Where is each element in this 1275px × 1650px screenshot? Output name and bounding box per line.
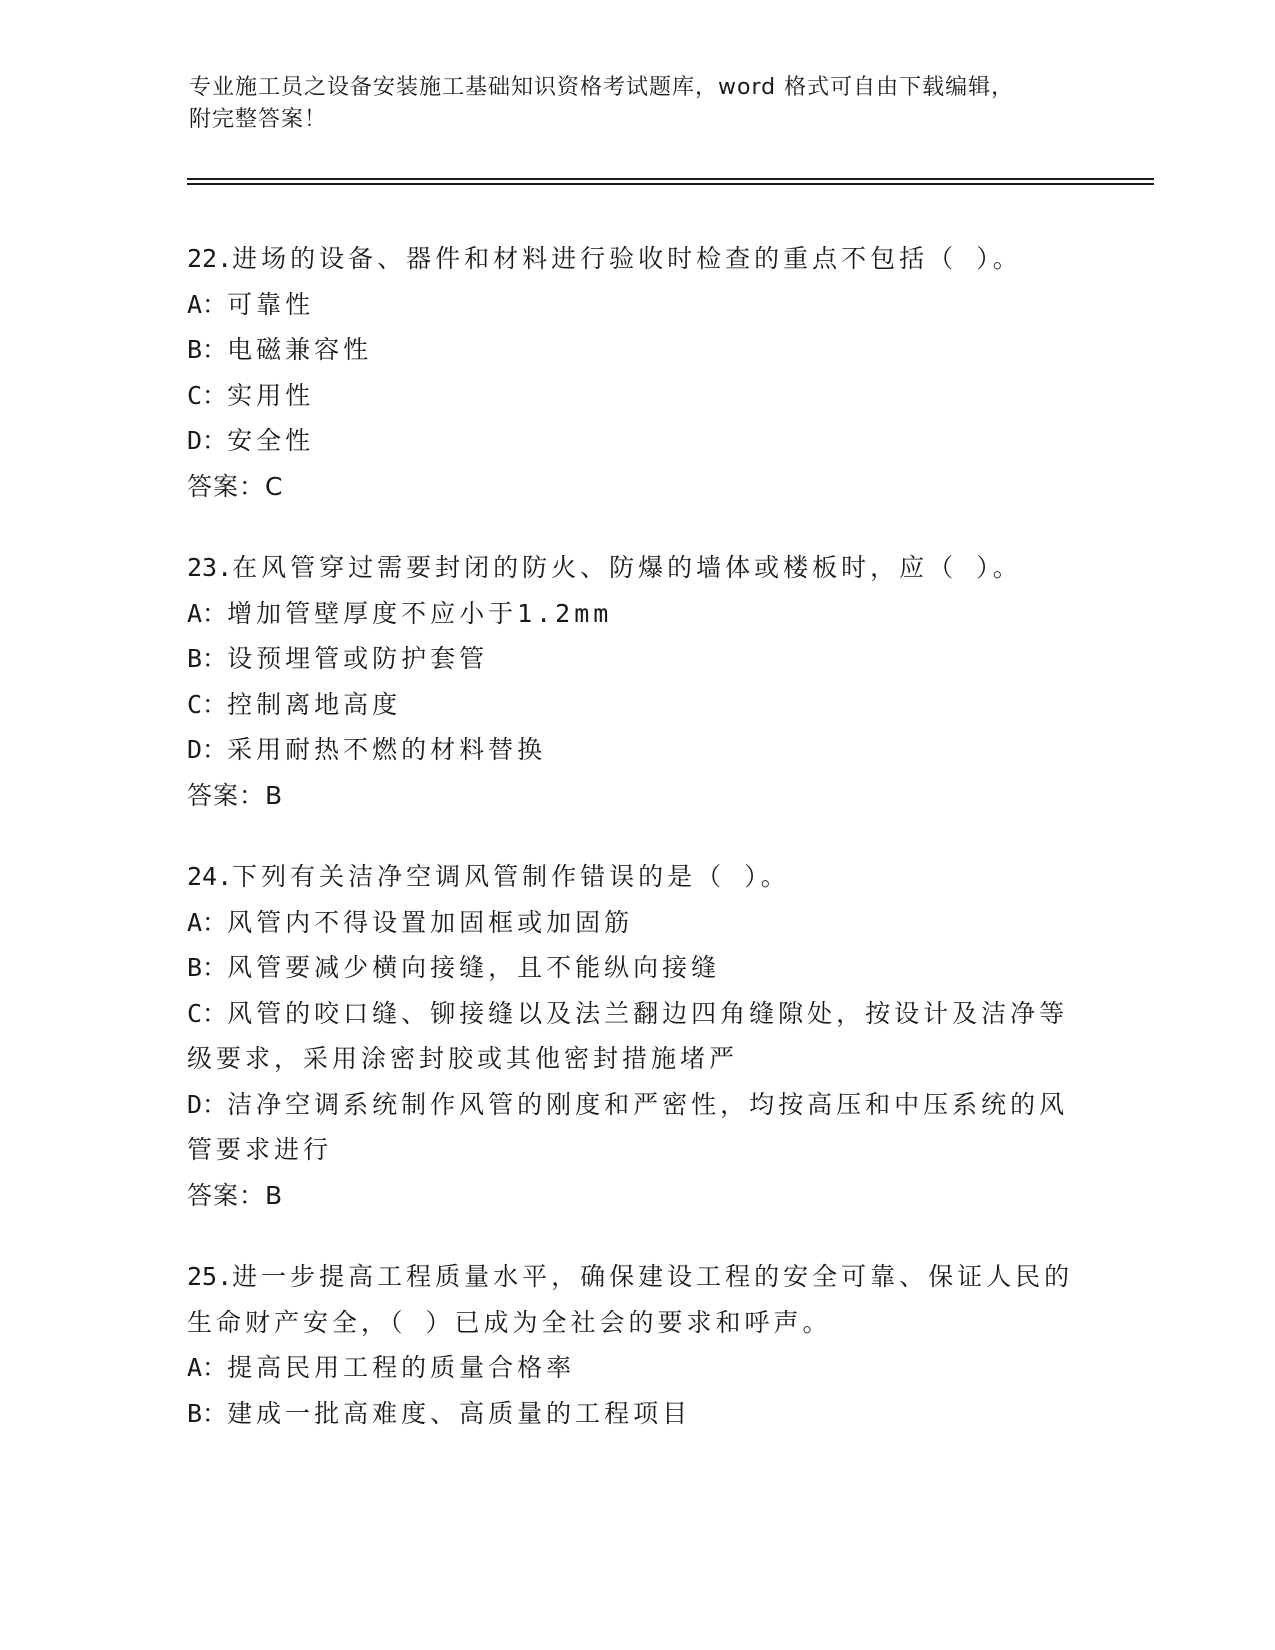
option-text: 洁净空调系统制作风管的刚度和严密性，均按高压和中压系统的风管要求进行 [187,1089,1069,1164]
answer: 答案：C [187,471,284,501]
option-key: B： [187,1398,228,1428]
option-text: 提高民用工程的质量合格率 [227,1353,576,1382]
option-b [187,945,1077,991]
option-key: B： [187,953,228,982]
question-number: 25. [187,1262,233,1291]
option-text: 设预埋管或防护套管 [227,644,489,673]
question-number: 24. [187,862,233,891]
option-text: 风管要减少横向接缝，且不能纵向接缝 [227,953,721,982]
question-24 [187,854,1077,1218]
option-c [187,682,1077,728]
option-key: D： [187,426,228,455]
option-key: A： [187,289,228,319]
option-a [187,900,1077,946]
question-stem [187,236,1077,282]
option-key: B： [187,644,228,673]
option-text: 采用耐热不燃的材料替换 [227,735,547,764]
option-a [187,1345,1077,1391]
answer: 答案：B [187,780,284,810]
option-key: C： [187,380,228,410]
header-double-rule [187,178,1154,185]
option-c [187,991,1077,1082]
option-text: 电磁兼容性 [227,335,373,364]
option-key: D： [187,1089,228,1119]
option-key: C： [187,689,228,719]
option-text: 增加管壁厚度不应小于1.2mm [227,598,613,628]
question-25 [187,1254,1077,1436]
option-b [187,636,1077,682]
header-line-1: 专业施工员之设备安装施工基础知识资格考试题库，word 格式可自由下载编辑， [189,75,1015,100]
option-text: 实用性 [227,380,315,410]
question-stem [187,1254,1077,1345]
option-key: B： [187,335,228,364]
option-a [187,591,1077,637]
option-text: 可靠性 [227,289,315,319]
option-key: C： [187,998,228,1028]
option-text: 风管的咬口缝、铆接缝以及法兰翻边四角缝隙处，按设计及洁净等级要求，采用涂密封胶或其他密封措施堵严 [187,998,1069,1073]
option-a [187,282,1077,328]
option-key: A： [187,907,228,937]
question-list [187,236,1077,1472]
question-stem [187,545,1077,591]
option-text: 控制离地高度 [227,689,402,719]
option-key: D： [187,735,228,764]
header-line-2: 附完整答案！ [189,107,328,132]
document-header [189,72,1069,136]
option-text: 风管内不得设置加固框或加固筋 [227,907,634,937]
question-text: 下列有关洁净空调风管制作错误的是（ ）。 [232,862,790,891]
question-22 [187,236,1077,509]
option-d [187,727,1077,773]
option-key: A： [187,598,228,628]
option-key: A： [187,1353,228,1382]
option-d [187,1082,1077,1173]
option-b [187,327,1077,373]
question-23 [187,545,1077,818]
option-text: 建成一批高难度、高质量的工程项目 [227,1398,692,1428]
question-number: 23. [187,553,233,582]
option-d [187,418,1077,464]
option-b [187,1391,1077,1437]
question-stem [187,854,1077,900]
question-text: 进场的设备、器件和材料进行验收时检查的重点不包括（ ）。 [232,244,1022,273]
answer: 答案：B [187,1180,284,1210]
option-c [187,373,1077,419]
question-text: 在风管穿过需要封闭的防火、防爆的墙体或楼板时，应（ ）。 [232,553,1022,582]
question-number: 22. [187,244,233,273]
question-text: 进一步提高工程质量水平，确保建设工程的安全可靠、保证人民的生命财产安全，（ ）已成为全社会的要求和呼声。 [187,1262,1074,1337]
option-text: 安全性 [227,426,315,455]
